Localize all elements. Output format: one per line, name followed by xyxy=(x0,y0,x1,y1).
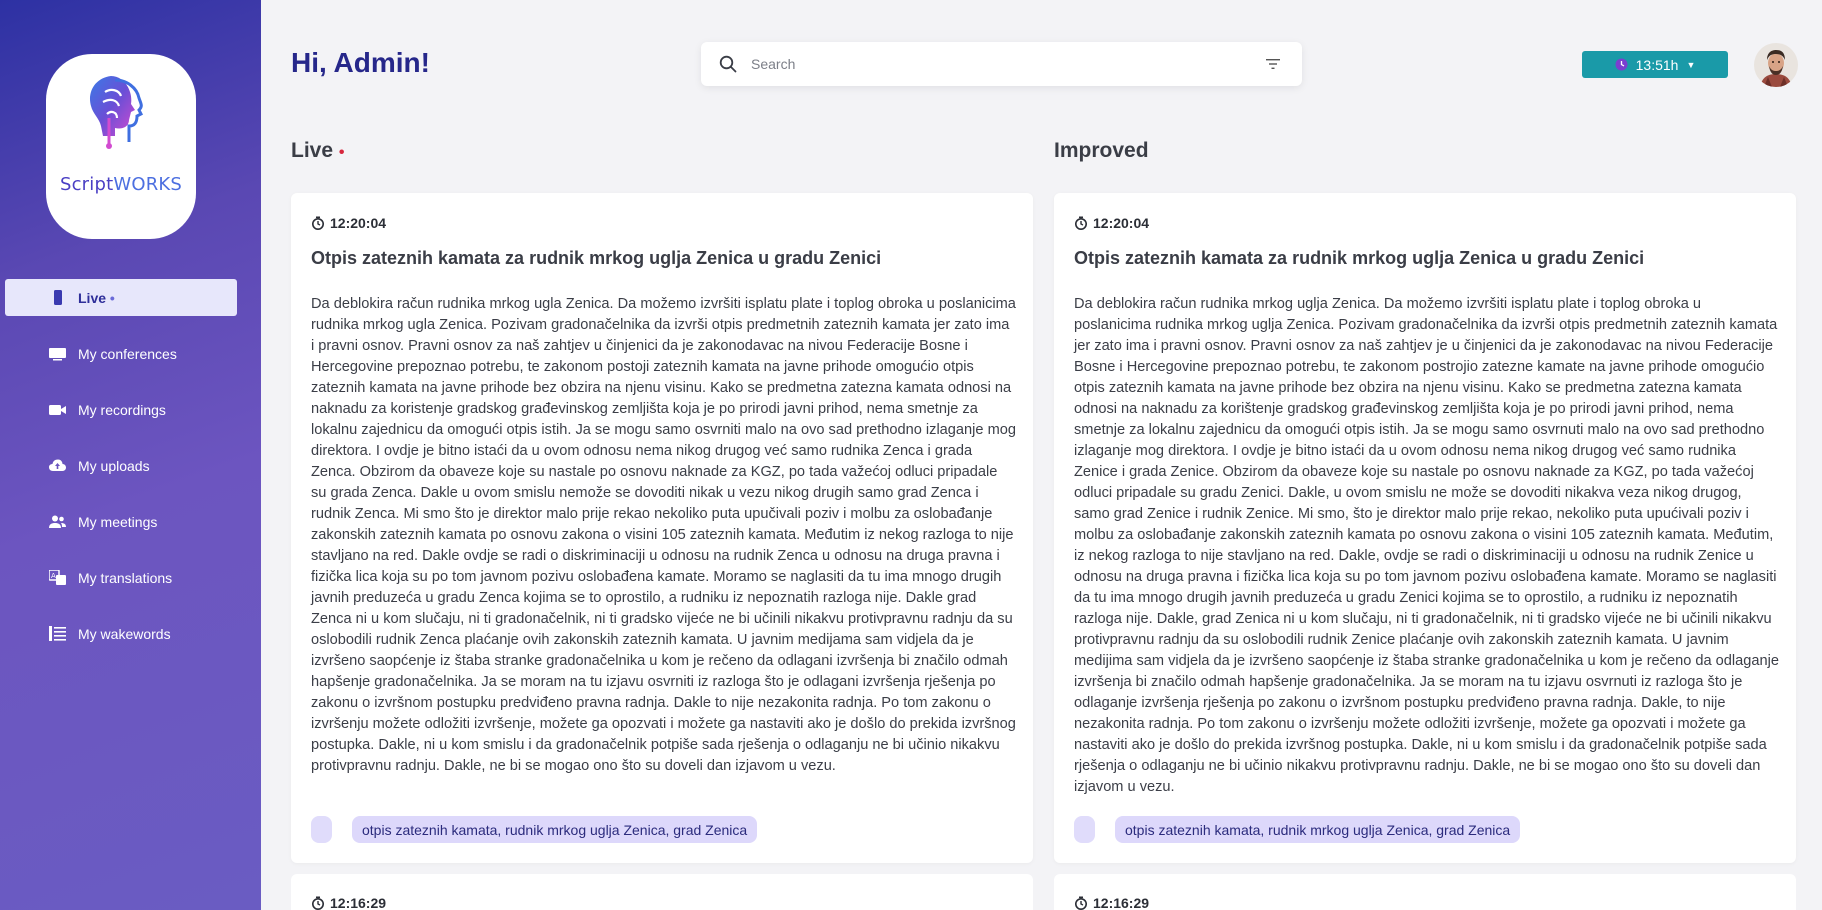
clock-icon xyxy=(1615,58,1628,71)
stopwatch-icon xyxy=(1074,216,1088,230)
sidebar-item-label: My meetings xyxy=(78,513,158,530)
segment-time-value: 12:20:04 xyxy=(330,215,387,231)
sidebar-item-label: My uploads xyxy=(78,457,150,474)
sidebar-item-conferences[interactable] xyxy=(5,335,237,372)
keyword-tag[interactable]: otpis zateznih kamata, rudnik mrkog uglja Zenica, grad Zenica xyxy=(1115,816,1520,843)
session-timer-button[interactable] xyxy=(1582,51,1728,78)
svg-text:A: A xyxy=(51,572,56,580)
monitor-icon xyxy=(49,346,66,361)
sidebar-item-recordings[interactable] xyxy=(5,391,237,428)
filter-icon[interactable] xyxy=(1266,58,1280,70)
empty-tag-chip[interactable] xyxy=(1074,816,1095,843)
sidebar-item-meetings[interactable] xyxy=(5,503,237,540)
sidebar-item-label: My conferences xyxy=(78,345,177,362)
improved-transcript-card-next xyxy=(1054,874,1796,910)
segment-time xyxy=(311,215,386,231)
segment-title: Otpis zateznih kamata za rudnik mrkog uglja Zenica u gradu Zenici xyxy=(311,248,882,268)
chevron-down-icon: ▼ xyxy=(1686,59,1696,70)
translate-icon xyxy=(49,570,66,585)
segment-tags xyxy=(311,816,757,843)
sidebar-item-wakewords[interactable] xyxy=(5,615,237,652)
stopwatch-icon xyxy=(311,896,325,910)
search-bar[interactable] xyxy=(701,42,1302,86)
sidebar-item-label: My recordings xyxy=(78,401,166,418)
video-camera-icon xyxy=(49,402,66,417)
sidebar-item-translations[interactable] xyxy=(5,559,237,596)
search-input[interactable] xyxy=(751,53,1231,75)
segment-time-value: 12:16:29 xyxy=(330,895,387,910)
improved-column-title: Improved xyxy=(1054,139,1149,162)
cloud-upload-icon xyxy=(49,458,66,473)
sidebar xyxy=(0,0,261,910)
stopwatch-icon xyxy=(1074,896,1088,910)
segment-time xyxy=(311,895,386,910)
empty-tag-chip[interactable] xyxy=(311,816,332,843)
brand-name xyxy=(60,174,182,195)
brand-name-part1: Script xyxy=(59,174,114,195)
sidebar-item-uploads[interactable] xyxy=(5,447,237,484)
keyword-tag[interactable]: otpis zateznih kamata, rudnik mrkog uglja Zenica, grad Zenica xyxy=(352,816,757,843)
phone-icon xyxy=(49,290,66,305)
segment-tags xyxy=(1074,816,1520,843)
segment-transcript: Da deblokira račun rudnika mrkog ugla Zenica. Da možemo izvršiti isplatu plate i toplog obroka u poslanicima rudnika mrkog ugla Zenica. Pozivam gradonačelnika da izvrši otpis predmetnih zateznih kamata jer zato ima i pravni osnov. Pravni osnov za naš zahtjev u činjenici da je zakonodavac na nivou Federacije Bosne i Hercegovine prepoznao potrebu, te zakonom postoji zateznih kamata na javne prihode omogućio otpis zateznih kamata na javne prihode bez obzira na njenu visinu. Kako se predmetna zatezna kamata odnosi na naknadu za koristenje gradskog građevinskog zemljišta koja je po prirodi javni prihod, nema smetnje za lokalnu zajednicu da omogući otpis istih. Ja se mogu samo osvrniti malo na ovo sad prethodno izlaganje mog direktora. I ovdje je bitno istaći da u ovom odnosu nema nikog drugog već samo rudnika Zenca i grada Zenca. Obzirom da obaveze koje su nastale po osnovu naknade za KGZ, po tada važećoj odluci pripadale su grada Zenca. Dakle u ovom smislu nemože se dovoditi nikak u vezu nikog drugih samo grad Zenca i rudnik Zenca. Mi smo što je direktor malo prije rekao nekoliko puta upučivali poziv i molbu za oslobađanje zakonskih zateznih kamata po osnovu zakona o visini 105 zateznih kamata. Međutim iz nekog razloga to nije stavljano na red. Dakle ovdje se radi o diskriminaciji u odnosu na rudnik Zenca u odnosu na druga pravna i fizička lica koja su po tom javnom pozivu oslobađena kamate. Moramo se naglasiti da tu ima mnogo drugih javnih preduzeća u gradu Zenca kojima se to oprostilo, a rudniku iz nepoznatih razloga nije. Dakle grad Zenca ni u kom slučaju, ni ti gradonačelnik, ni ti gradsko vijeće ne bi učinili nikakvu protivpravnu radnju da su oslobodili rudnik Zenca plaćanje ovih zakonskih zateznih kamata. U javnim medijama sam vidjela da je izvršeno saopćenje iz štaba stranke gradonačelnika u kom je rečeno da odlagani izvršenja bi značilo odmah hapšenje gradonačelnika. Ja se moram na tu izjavu osvrniti iz razloga što je odlagani izvršenja rješenja po zakonu o izvršnom postupku predviđeno pravna radnja. Dakle to nije nezakonita radnja. Po tom zakonu o izvršenju možete odložiti izvršenje, možete ga opozvati i možete ga nastaviti ako je došlo do prekida izvršnog postupka. Dakle, ni u kom smislu i da gradonačelnik potpiše sada rješenja o odlaganju ne bi učinio nikakvu protivpravnu radnju. Dakle, ne bi se mogao ono što su doveli dan izjavom u vezu. xyxy=(311,296,1016,774)
segment-time xyxy=(1074,895,1149,910)
sidebar-item-live[interactable] xyxy=(5,279,237,316)
brand-logo[interactable] xyxy=(46,54,196,239)
search-icon xyxy=(719,55,737,73)
avatar[interactable] xyxy=(1754,43,1798,87)
segment-title: Otpis zateznih kamata za rudnik mrkog uglja Zenica u gradu Zenici xyxy=(1074,248,1645,268)
page-greeting: Hi, Admin! xyxy=(291,47,430,78)
segment-time-value: 12:20:04 xyxy=(1093,215,1150,231)
logo-head-icon xyxy=(81,70,161,152)
sidebar-item-label: My translations xyxy=(78,569,173,586)
live-column-title-text: Live xyxy=(291,139,334,162)
stopwatch-icon xyxy=(311,216,325,230)
sidebar-item-label: My wakewords xyxy=(78,625,171,642)
sidebar-item-label: Live • xyxy=(78,290,115,306)
live-column-title xyxy=(291,139,344,163)
live-transcript-card-next xyxy=(291,874,1033,910)
segment-transcript: Da deblokira račun rudnika mrkog uglja Zenica. Da možemo izvršiti isplatu plate i toplog obroka u poslanicima rudnika mrkog uglja Zenica. Pozivam gradonačelnika da izvrši otpis predmetnih zateznih kamata jer zato ima i pravni osnov. Pravni osnov za naš zahtjev je u činjenici da je zakonodavac na nivou Federacije Bosne i Hercegovine prepoznao potrebu, te zakonom postrojio zatezne kamate na javne prihode omogućio otpis zateznih kamata na javne prihode bez obzira na njenu visinu. Kako se predmetna zatezna kamata odnosi na naknadu za korištenje gradskog građevinskog zemljišta koja je po prirodi javni prihod, nema smetnje za lokalnu zajednicu da omogući otpis istih. Ja se mogu samo osvrnuti malo na ovo sad prethodno izlaganje mog direktora. I ovdje je bitno istaći da u ovom odnosu nema nikog drugog već samo rudnika Zenice i grada Zenice. Obzirom da obaveze koje su nastale po osnovu naknade za KGZ, po tada važećoj odluci pripadale su gradu Zenici. Dakle, u ovom smislu ne može se dovoditi nikakva veza nikog drugog, samo grad Zenice i rudnik Zenice. Mi smo, što je direktor malo prije rekao, nekoliko puta upućivali poziv i molbu za oslobađanje zakonskih zateznih kamata po osnovu zakona o visini 105 zateznih kamata. Međutim, iz nekog razloga to nije stavljano na red. Dakle, ovdje se radi o diskriminaciji u odnosu na rudnik Zenice u odnosu na druga pravna i fizička lica koja su po tom javnom pozivu oslobađena kamate. Moramo se naglasiti da tu ima mnogo drugih javnih preduzeća u gradu Zenici kojima se to oprostilo, a rudniku iz nepoznatih razloga nije. Dakle, grad Zenica ni u kom slučaju, ni ti gradonačelnik, ni ti gradsko vijeće ne bi učinili nikakvu protivpravnu radnju da su oslobodili rudnik Zenice plaćanje ovih zakonskih zateznih kamata. U javnim medijima sam vidjela da je izvršeno saopćenje iz štaba stranke gradonačelnika u kom je rečeno da odlaganje izvršenja bi značilo odmah hapšenje gradonačelnika. Ja se moram na tu izjavu osvrnuti iz razloga što je odlaganje izvršenja rješenja po zakonu o izvršnom postupku predviđeno pravna radnja. Dakle, to nije nezakonita radnja. Po tom zakonu o izvršenju možete odložiti izvršenje, možete ga opozvati i možete ga nastaviti ako je došlo do prekida izvršnog postupka. Dakle, ni u kom smislu i da gradonačelnik potpiše sada rješenja o odlaganju ne bi učinio nikakvu protivpravnu radnju. Dakle, ne bi se mogao ono što su doveli dan izjavom u vezu. xyxy=(1074,296,1779,795)
improved-transcript-card xyxy=(1054,193,1796,863)
user-avatar-icon xyxy=(1754,43,1798,87)
live-transcript-card xyxy=(291,193,1033,863)
segment-time xyxy=(1074,215,1149,231)
sidebar-nav xyxy=(5,279,237,671)
segment-time-value: 12:16:29 xyxy=(1093,895,1150,910)
brand-name-part2: WORKS xyxy=(113,174,183,195)
timer-value: 13:51h xyxy=(1635,56,1679,73)
people-icon xyxy=(49,514,66,529)
list-icon xyxy=(49,626,66,641)
live-indicator-dot: • xyxy=(338,144,345,161)
